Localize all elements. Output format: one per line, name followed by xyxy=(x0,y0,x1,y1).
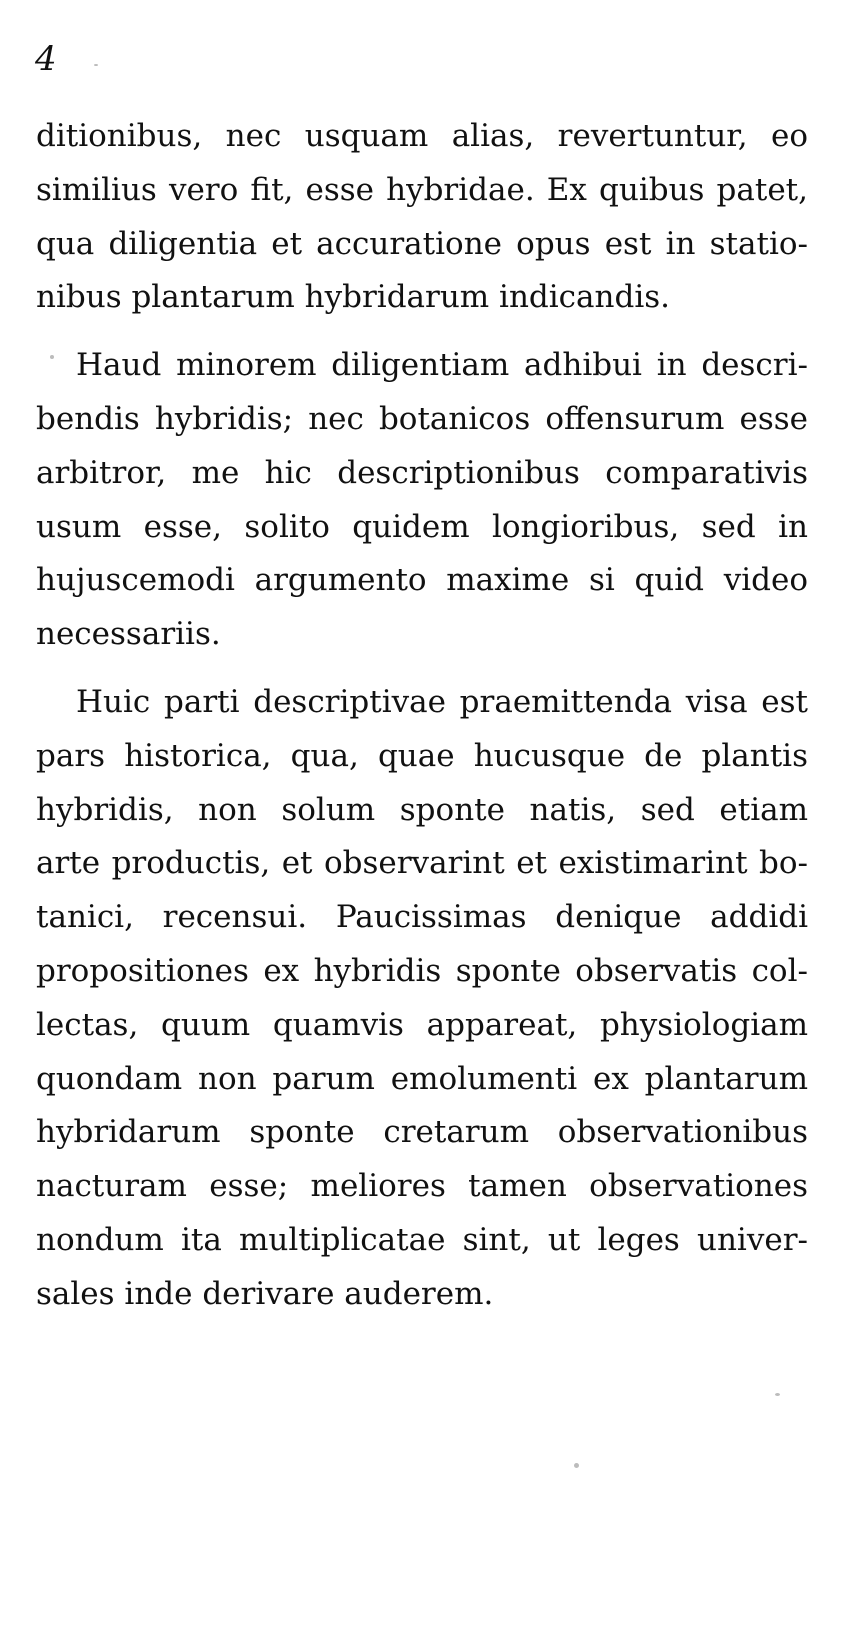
text-line: quondam non parum emolumenti ex plantarum xyxy=(36,1060,808,1097)
text-line: similius vero fit, esse hybridae. Ex quibus patet, xyxy=(36,171,808,208)
text-line: usum esse, solito quidem longioribus, sed in xyxy=(36,508,808,545)
text-line: Haud minorem diligentiam adhibui in descri- xyxy=(76,347,808,384)
scan-speck xyxy=(574,1463,579,1468)
paragraph-2 xyxy=(36,339,808,662)
text-line: lectas, quum quamvis appareat, physiologiam xyxy=(36,1006,808,1043)
text-line: tanici, recensui. Paucissimas denique addidi xyxy=(36,899,808,936)
paragraph-1 xyxy=(36,110,808,325)
body-text xyxy=(36,110,808,1322)
paragraph-gap xyxy=(36,662,808,676)
page-number: 4 xyxy=(35,39,57,79)
text-line: sales inde derivare auderem. xyxy=(36,1275,494,1312)
scan-speck xyxy=(50,355,54,359)
text-line: qua diligentia et accuratione opus est in statio- xyxy=(36,225,808,262)
text-line: ditionibus, nec usquam alias, revertuntur, eo xyxy=(36,118,808,154)
text-line: nacturam esse; meliores tamen observationes xyxy=(36,1168,808,1205)
scan-speck xyxy=(775,1393,780,1396)
text-line: bendis hybridis; nec botanicos offensurum esse xyxy=(36,400,808,437)
text-line: arte productis, et observarint et existimarint bo- xyxy=(36,845,808,882)
text-line: necessariis. xyxy=(36,616,221,653)
text-line: hybridis, non solum sponte natis, sed etiam xyxy=(36,791,808,828)
text-line: pars historica, qua, quae hucusque de plantis xyxy=(36,737,808,774)
paragraph-gap xyxy=(36,325,808,339)
text-line: hujuscemodi argumento maxime si quid video xyxy=(36,562,808,599)
text-line: propositiones ex hybridis sponte observatis col- xyxy=(36,952,808,989)
text-line: Huic parti descriptivae praemittenda visa est xyxy=(76,683,808,720)
scan-speck xyxy=(94,64,98,66)
text-line: hybridarum sponte cretarum observationibus xyxy=(36,1114,808,1151)
paragraph-3 xyxy=(36,676,808,1322)
text-line: nondum ita multiplicatae sint, ut leges univer- xyxy=(36,1221,808,1258)
text-line: nibus plantarum hybridarum indicandis. xyxy=(36,279,671,316)
text-line: arbitror, me hic descriptionibus comparativis xyxy=(36,454,808,491)
